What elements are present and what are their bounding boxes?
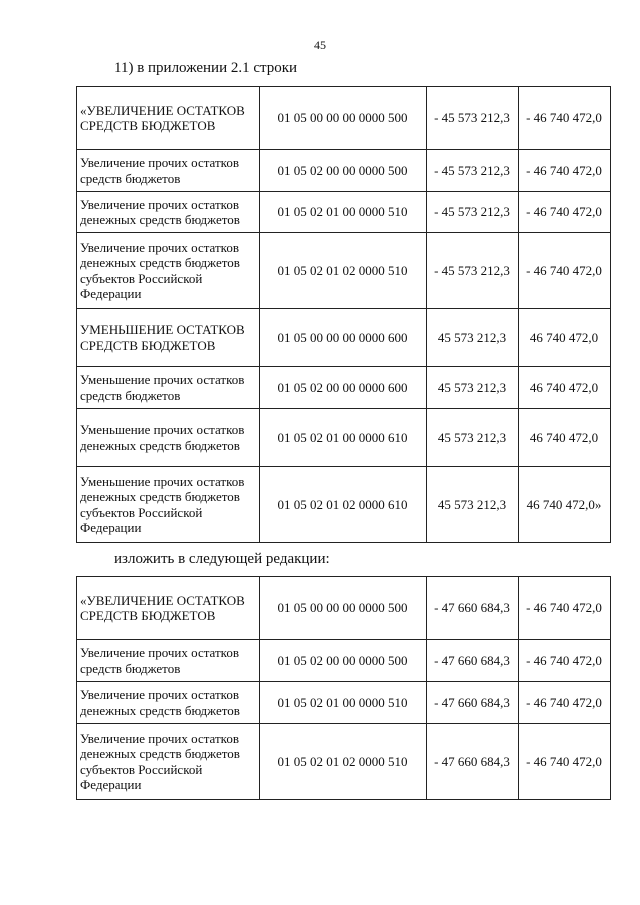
row-value-2-cell: - 46 740 472,0	[519, 682, 611, 724]
row-code-cell: 01 05 00 00 00 0000 500	[260, 577, 427, 640]
row-value-2-cell: - 46 740 472,0	[519, 577, 611, 640]
table-row	[77, 367, 611, 409]
middle-paragraph: изложить в следующей редакции:	[114, 551, 330, 567]
row-value-1-cell: - 47 660 684,3	[427, 640, 519, 682]
row-value-2-cell: - 46 740 472,0	[519, 192, 611, 233]
row-name-cell: Уменьшение прочих остатков средств бюджетов	[77, 367, 260, 409]
row-value-1-cell: - 45 573 212,3	[427, 150, 519, 192]
row-code-cell: 01 05 00 00 00 0000 500	[260, 87, 427, 150]
row-value-2-cell: - 46 740 472,0	[519, 233, 611, 309]
row-name-cell: Уменьшение прочих остатков денежных средств бюджетов	[77, 409, 260, 467]
row-value-2-cell: - 46 740 472,0	[519, 640, 611, 682]
row-name-cell: Увеличение прочих остатков средств бюджетов	[77, 150, 260, 192]
row-value-2-cell: - 46 740 472,0	[519, 87, 611, 150]
table-before	[76, 86, 611, 543]
row-value-2-cell: 46 740 472,0»	[519, 467, 611, 543]
row-code-cell: 01 05 02 01 00 0000 610	[260, 409, 427, 467]
row-name-cell: Увеличение прочих остатков денежных средств бюджетов	[77, 682, 260, 724]
table-before-body	[77, 87, 611, 543]
row-code-cell: 01 05 02 01 00 0000 510	[260, 682, 427, 724]
table-row	[77, 192, 611, 233]
row-value-1-cell: 45 573 212,3	[427, 467, 519, 543]
table-row	[77, 150, 611, 192]
table-row	[77, 682, 611, 724]
row-name-cell: Уменьшение прочих остатков денежных средств бюджетов субъектов Российской Федерации	[77, 467, 260, 543]
row-code-cell: 01 05 02 00 00 0000 500	[260, 150, 427, 192]
table-row	[77, 87, 611, 150]
row-value-1-cell: - 47 660 684,3	[427, 724, 519, 800]
row-value-1-cell: - 47 660 684,3	[427, 577, 519, 640]
page-number: 45	[314, 38, 326, 52]
table-row	[77, 640, 611, 682]
row-value-2-cell: 46 740 472,0	[519, 367, 611, 409]
row-value-2-cell: 46 740 472,0	[519, 309, 611, 367]
row-code-cell: 01 05 02 01 02 0000 510	[260, 233, 427, 309]
table-row	[77, 577, 611, 640]
row-name-cell: «УВЕЛИЧЕНИЕ ОСТАТКОВ СРЕДСТВ БЮДЖЕТОВ	[77, 87, 260, 150]
row-code-cell: 01 05 02 00 00 0000 500	[260, 640, 427, 682]
table-after-body	[77, 577, 611, 800]
row-value-1-cell: 45 573 212,3	[427, 409, 519, 467]
row-value-1-cell: - 45 573 212,3	[427, 192, 519, 233]
row-code-cell: 01 05 00 00 00 0000 600	[260, 309, 427, 367]
intro-paragraph: 11) в приложении 2.1 строки	[114, 60, 298, 76]
row-value-2-cell: 46 740 472,0	[519, 409, 611, 467]
row-code-cell: 01 05 02 01 00 0000 510	[260, 192, 427, 233]
row-name-cell: «УВЕЛИЧЕНИЕ ОСТАТКОВ СРЕДСТВ БЮДЖЕТОВ	[77, 577, 260, 640]
row-value-1-cell: 45 573 212,3	[427, 367, 519, 409]
row-name-cell: Увеличение прочих остатков денежных средств бюджетов	[77, 192, 260, 233]
row-name-cell: Увеличение прочих остатков денежных средств бюджетов субъектов Российской Федерации	[77, 724, 260, 800]
table-row	[77, 409, 611, 467]
table-row	[77, 724, 611, 800]
row-value-2-cell: - 46 740 472,0	[519, 724, 611, 800]
row-code-cell: 01 05 02 01 02 0000 610	[260, 467, 427, 543]
row-name-cell: Увеличение прочих остатков денежных средств бюджетов субъектов Российской Федерации	[77, 233, 260, 309]
row-name-cell: УМЕНЬШЕНИЕ ОСТАТКОВ СРЕДСТВ БЮДЖЕТОВ	[77, 309, 260, 367]
row-value-1-cell: 45 573 212,3	[427, 309, 519, 367]
row-value-1-cell: - 47 660 684,3	[427, 682, 519, 724]
row-value-1-cell: - 45 573 212,3	[427, 233, 519, 309]
row-value-2-cell: - 46 740 472,0	[519, 150, 611, 192]
row-code-cell: 01 05 02 00 00 0000 600	[260, 367, 427, 409]
table-row	[77, 467, 611, 543]
row-code-cell: 01 05 02 01 02 0000 510	[260, 724, 427, 800]
table-row	[77, 233, 611, 309]
row-value-1-cell: - 45 573 212,3	[427, 87, 519, 150]
table-row	[77, 309, 611, 367]
table-after	[76, 576, 611, 800]
row-name-cell: Увеличение прочих остатков средств бюджетов	[77, 640, 260, 682]
